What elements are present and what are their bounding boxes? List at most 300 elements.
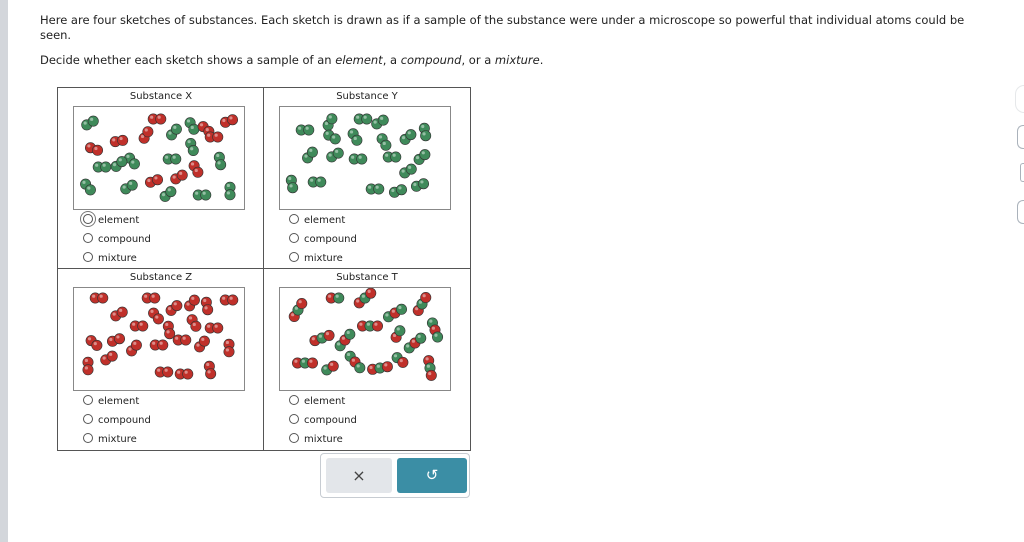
radio-button[interactable]	[83, 433, 93, 443]
question-sep2: , or a	[461, 53, 495, 67]
atom-highlight	[391, 189, 394, 192]
option-label: compound	[304, 415, 357, 426]
atom-highlight	[420, 180, 423, 183]
atom	[396, 304, 406, 314]
radio-button[interactable]	[83, 233, 93, 243]
atom-highlight	[201, 338, 204, 341]
atom-highlight	[103, 164, 106, 167]
atom	[352, 135, 362, 145]
atom-highlight	[123, 185, 126, 188]
undo-icon: ↺	[425, 466, 439, 484]
atom-highlight	[347, 331, 350, 334]
atom-highlight	[132, 323, 135, 326]
atom-highlight	[215, 325, 218, 328]
atom-highlight	[196, 343, 199, 346]
atom-highlight	[82, 181, 85, 184]
atom-highlight	[200, 123, 203, 126]
radio-button[interactable]	[289, 433, 299, 443]
atom-highlight	[326, 332, 329, 335]
atom	[406, 164, 416, 174]
atom-highlight	[119, 158, 122, 161]
atom-highlight	[425, 357, 428, 360]
substance-z-sketch	[73, 287, 245, 391]
radio-button[interactable]	[83, 252, 93, 262]
option-label: element	[98, 396, 140, 407]
atom	[287, 182, 297, 192]
atom	[355, 363, 365, 373]
substance-title: Substance Y	[336, 91, 398, 102]
atom-highlight	[207, 325, 210, 328]
atom	[188, 145, 198, 155]
atom-highlight	[330, 363, 333, 366]
atom-highlight	[397, 327, 400, 330]
atom-highlight	[188, 140, 191, 143]
atom	[345, 329, 355, 339]
atom-highlight	[306, 127, 309, 130]
atom-highlight	[398, 306, 401, 309]
atom-highlight	[304, 154, 307, 157]
atom-highlight	[421, 125, 424, 128]
atom-highlight	[374, 323, 377, 326]
atom-highlight	[217, 161, 220, 164]
atom-highlight	[157, 369, 160, 372]
atom-highlight	[152, 342, 155, 345]
atom-highlight	[369, 366, 372, 369]
atom	[150, 293, 160, 303]
atom-highlight	[191, 162, 194, 165]
atom-highlight	[206, 128, 209, 131]
atom	[406, 129, 416, 139]
atom-highlight	[318, 179, 321, 182]
atom-highlight	[195, 169, 198, 172]
atom-highlight	[94, 147, 97, 150]
atom-highlight	[215, 134, 218, 137]
atom	[98, 293, 108, 303]
substance-t-sketch	[279, 287, 451, 391]
atom-highlight	[418, 335, 421, 338]
atom	[225, 190, 235, 200]
substances-grid	[57, 87, 471, 451]
atom-highlight	[352, 359, 355, 362]
atom	[166, 186, 176, 196]
atom-highlight	[187, 119, 190, 122]
atom	[362, 114, 372, 124]
atom	[297, 298, 307, 308]
option-element[interactable]	[83, 214, 139, 228]
atom-highlight	[90, 118, 93, 121]
atom-highlight	[312, 337, 315, 340]
atom-highlight	[356, 116, 359, 119]
option-compound[interactable]	[83, 233, 151, 247]
atom	[213, 132, 223, 142]
side-tab-4[interactable]	[1017, 200, 1024, 224]
substance-y-molecules	[280, 107, 452, 211]
atom	[199, 336, 209, 346]
atom	[228, 295, 238, 305]
atom-highlight	[119, 137, 122, 140]
atom-highlight	[302, 360, 305, 363]
atom-highlight	[128, 347, 131, 350]
atom	[193, 167, 203, 177]
atom-highlight	[351, 156, 354, 159]
option-label: mixture	[98, 253, 137, 264]
atom-highlight	[165, 369, 168, 372]
atom	[382, 361, 392, 371]
atom-highlight	[226, 341, 229, 344]
atom-highlight	[222, 297, 225, 300]
atom-highlight	[168, 188, 171, 191]
atom	[131, 340, 141, 350]
atom-highlight	[329, 153, 332, 156]
atom	[357, 154, 367, 164]
atom-highlight	[325, 122, 328, 125]
atom-highlight	[299, 300, 302, 303]
option-compound[interactable]	[289, 414, 357, 428]
question-end: .	[539, 53, 544, 67]
atom-highlight	[84, 121, 87, 124]
atom-highlight	[227, 191, 230, 194]
atom	[374, 184, 384, 194]
option-element[interactable]	[83, 395, 139, 409]
radio-button[interactable]	[289, 414, 299, 424]
substance-title: Substance X	[129, 91, 193, 102]
atom-highlight	[100, 295, 103, 298]
atom	[213, 323, 223, 333]
atom-highlight	[288, 177, 291, 180]
atom-highlight	[309, 149, 312, 152]
option-mixture[interactable]	[83, 433, 137, 447]
atom	[378, 115, 388, 125]
atom-highlight	[427, 365, 430, 368]
atom-highlight	[154, 176, 157, 179]
atom-highlight	[356, 299, 359, 302]
atom	[420, 130, 430, 140]
side-tab-3[interactable]	[1020, 163, 1024, 182]
substance-x-sketch	[73, 106, 245, 210]
atom-highlight	[367, 323, 370, 326]
option-mixture[interactable]	[289, 252, 343, 266]
instructions-text: Here are four sketches of substances. Each sketch is drawn as if a sample of the substance were under a microscope so powerful that individual atoms could be seen.	[40, 13, 965, 42]
atom	[153, 314, 163, 324]
atom	[334, 293, 344, 303]
option-mixture[interactable]	[289, 433, 343, 447]
atom-highlight	[357, 364, 360, 367]
atom-highlight	[422, 151, 425, 154]
atom	[172, 300, 182, 310]
instructions-question	[40, 53, 543, 68]
atom-highlight	[385, 154, 388, 157]
atom	[189, 295, 199, 305]
atom-highlight	[158, 116, 161, 119]
question-word-mixture: mixture	[494, 53, 540, 67]
atom-highlight	[216, 154, 219, 157]
atom-highlight	[229, 116, 232, 119]
atom-highlight	[189, 316, 192, 319]
radio-button[interactable]	[83, 214, 93, 224]
atom-highlight	[416, 156, 419, 159]
atom-highlight	[133, 342, 136, 345]
atom-highlight	[113, 163, 116, 166]
atom-highlight	[204, 306, 207, 309]
atom-highlight	[103, 356, 106, 359]
atom-highlight	[342, 337, 345, 340]
option-compound[interactable]	[83, 414, 151, 428]
atom-highlight	[415, 307, 418, 310]
atom-highlight	[350, 130, 353, 133]
atom	[420, 149, 430, 159]
atom-highlight	[368, 186, 371, 189]
radio-button[interactable]	[289, 233, 299, 243]
atom	[201, 190, 211, 200]
radio-button[interactable]	[289, 214, 299, 224]
atom-highlight	[175, 337, 178, 340]
atom-highlight	[385, 313, 388, 316]
atom	[372, 321, 382, 331]
atom-highlight	[379, 135, 382, 138]
atom-highlight	[377, 365, 380, 368]
atom-highlight	[166, 330, 169, 333]
atom-highlight	[129, 182, 132, 185]
atom-highlight	[384, 363, 387, 366]
atom-highlight	[294, 360, 297, 363]
atom-highlight	[113, 312, 116, 315]
atom-highlight	[359, 323, 362, 326]
atom	[327, 114, 337, 124]
atom-highlight	[422, 132, 425, 135]
atom	[191, 321, 201, 331]
atom	[205, 368, 215, 378]
atom-highlight	[168, 131, 171, 134]
atom-highlight	[393, 154, 396, 157]
option-label: element	[98, 215, 140, 226]
atom	[333, 148, 343, 158]
atom	[227, 115, 237, 125]
atom	[92, 145, 102, 155]
radio-button[interactable]	[289, 252, 299, 262]
option-label: compound	[98, 234, 151, 245]
atom-highlight	[398, 186, 401, 189]
atom-highlight	[207, 370, 210, 373]
atom	[127, 180, 137, 190]
atom-highlight	[186, 302, 189, 305]
left-accent-bar	[0, 0, 8, 542]
atom	[156, 114, 166, 124]
atom-highlight	[412, 340, 415, 343]
atom-highlight	[324, 366, 327, 369]
atom-highlight	[145, 128, 148, 131]
side-tab-2[interactable]	[1017, 125, 1024, 149]
substance-x-panel	[58, 88, 264, 269]
atom-highlight	[191, 297, 194, 300]
atom-highlight	[423, 294, 426, 297]
atom	[381, 140, 391, 150]
atom-highlight	[335, 150, 338, 153]
atom	[418, 179, 428, 189]
atom-highlight	[368, 290, 371, 293]
atom-highlight	[85, 359, 88, 362]
atom	[432, 332, 442, 342]
atom-highlight	[376, 186, 379, 189]
side-tab-1[interactable]	[1015, 85, 1024, 113]
radio-button[interactable]	[83, 395, 93, 405]
atom-highlight	[87, 144, 90, 147]
option-label: mixture	[98, 434, 137, 445]
atom	[88, 116, 98, 126]
atom-highlight	[359, 156, 362, 159]
atom	[324, 330, 334, 340]
atom-highlight	[162, 193, 165, 196]
atom-highlight	[319, 335, 322, 338]
atom	[189, 124, 199, 134]
atom	[164, 328, 174, 338]
substance-x-molecules	[74, 107, 246, 211]
atom	[395, 326, 405, 336]
x-icon: ×	[352, 466, 366, 485]
atom-highlight	[155, 315, 158, 318]
atom-highlight	[165, 323, 168, 326]
clear-button[interactable]	[326, 458, 392, 493]
atom-highlight	[206, 363, 209, 366]
atom-highlight	[152, 295, 155, 298]
atom-highlight	[336, 295, 339, 298]
atom-highlight	[191, 126, 194, 129]
option-mixture[interactable]	[83, 252, 137, 266]
atom-highlight	[126, 155, 129, 158]
atom-highlight	[144, 295, 147, 298]
substance-t-molecules	[280, 288, 452, 392]
question-sep1: , a	[382, 53, 401, 67]
atom-highlight	[332, 135, 335, 138]
atom-highlight	[85, 366, 88, 369]
option-compound[interactable]	[289, 233, 357, 247]
atom-highlight	[408, 131, 411, 134]
atom-highlight	[179, 172, 182, 175]
atom-highlight	[347, 353, 350, 356]
atom-highlight	[429, 320, 432, 323]
atom-highlight	[177, 371, 180, 374]
atom-highlight	[207, 134, 210, 137]
atom	[114, 334, 124, 344]
atom-highlight	[393, 334, 396, 337]
atom-highlight	[289, 184, 292, 187]
atom-highlight	[400, 359, 403, 362]
atom	[391, 152, 401, 162]
atom	[181, 335, 191, 345]
atom	[215, 159, 225, 169]
atom-highlight	[140, 323, 143, 326]
option-label: compound	[304, 234, 357, 245]
atom	[224, 347, 234, 357]
atom-highlight	[116, 335, 119, 338]
substance-y-sketch	[279, 106, 451, 210]
atom-highlight	[168, 307, 171, 310]
atom-highlight	[380, 117, 383, 120]
atom-highlight	[428, 372, 431, 375]
atom	[183, 369, 193, 379]
option-label: compound	[98, 415, 151, 426]
atom-highlight	[402, 169, 405, 172]
question-word-element: element	[335, 53, 383, 67]
substance-t-panel	[264, 269, 470, 450]
atom-highlight	[141, 135, 144, 138]
atom-highlight	[195, 192, 198, 195]
atom-highlight	[406, 344, 409, 347]
atom	[107, 351, 117, 361]
atom	[416, 333, 426, 343]
atom	[328, 361, 338, 371]
atom-highlight	[185, 371, 188, 374]
atom	[85, 185, 95, 195]
atom-highlight	[112, 138, 115, 141]
atom-highlight	[230, 297, 233, 300]
substance-z-molecules	[74, 288, 246, 392]
atom-highlight	[160, 342, 163, 345]
atom	[202, 304, 212, 314]
substance-title: Substance Z	[129, 272, 193, 283]
radio-button[interactable]	[289, 395, 299, 405]
atom-highlight	[383, 142, 386, 145]
question-prefix: Decide whether each sketch shows a sample of an	[40, 53, 336, 67]
option-element[interactable]	[289, 214, 345, 228]
question-word-compound: compound	[400, 53, 462, 67]
atom-highlight	[174, 302, 177, 305]
atom	[171, 124, 181, 134]
atom-highlight	[193, 323, 196, 326]
atom-highlight	[173, 175, 176, 178]
radio-button[interactable]	[83, 414, 93, 424]
atom-highlight	[374, 120, 377, 123]
atom	[92, 340, 102, 350]
atom-highlight	[402, 136, 405, 139]
substance-title: Substance T	[336, 272, 398, 283]
option-label: mixture	[304, 253, 343, 264]
atom-highlight	[295, 307, 298, 310]
atom	[117, 156, 127, 166]
atom-highlight	[310, 179, 313, 182]
atom	[398, 357, 408, 367]
atom-highlight	[88, 337, 91, 340]
option-element[interactable]	[289, 395, 345, 409]
atom	[152, 175, 162, 185]
option-label: mixture	[304, 434, 343, 445]
atom	[129, 159, 139, 169]
atom-highlight	[173, 126, 176, 129]
atom	[366, 288, 376, 298]
atom	[421, 292, 431, 302]
atom-highlight	[432, 327, 435, 330]
undo-button[interactable]	[397, 458, 467, 493]
atom-highlight	[147, 179, 150, 182]
atom-highlight	[408, 166, 411, 169]
atom	[304, 125, 314, 135]
atom	[426, 370, 436, 380]
atom-highlight	[434, 334, 437, 337]
atom	[138, 321, 148, 331]
atom-highlight	[222, 119, 225, 122]
atom-highlight	[203, 192, 206, 195]
atom-highlight	[362, 295, 365, 298]
atom-highlight	[337, 342, 340, 345]
atom	[307, 358, 317, 368]
atom	[171, 154, 181, 164]
atom-highlight	[298, 127, 301, 130]
atom-highlight	[392, 310, 395, 313]
answer-toolbar	[320, 453, 470, 498]
atom	[101, 162, 111, 172]
atom-highlight	[173, 156, 176, 159]
atom-highlight	[394, 354, 397, 357]
atom-highlight	[419, 301, 422, 304]
